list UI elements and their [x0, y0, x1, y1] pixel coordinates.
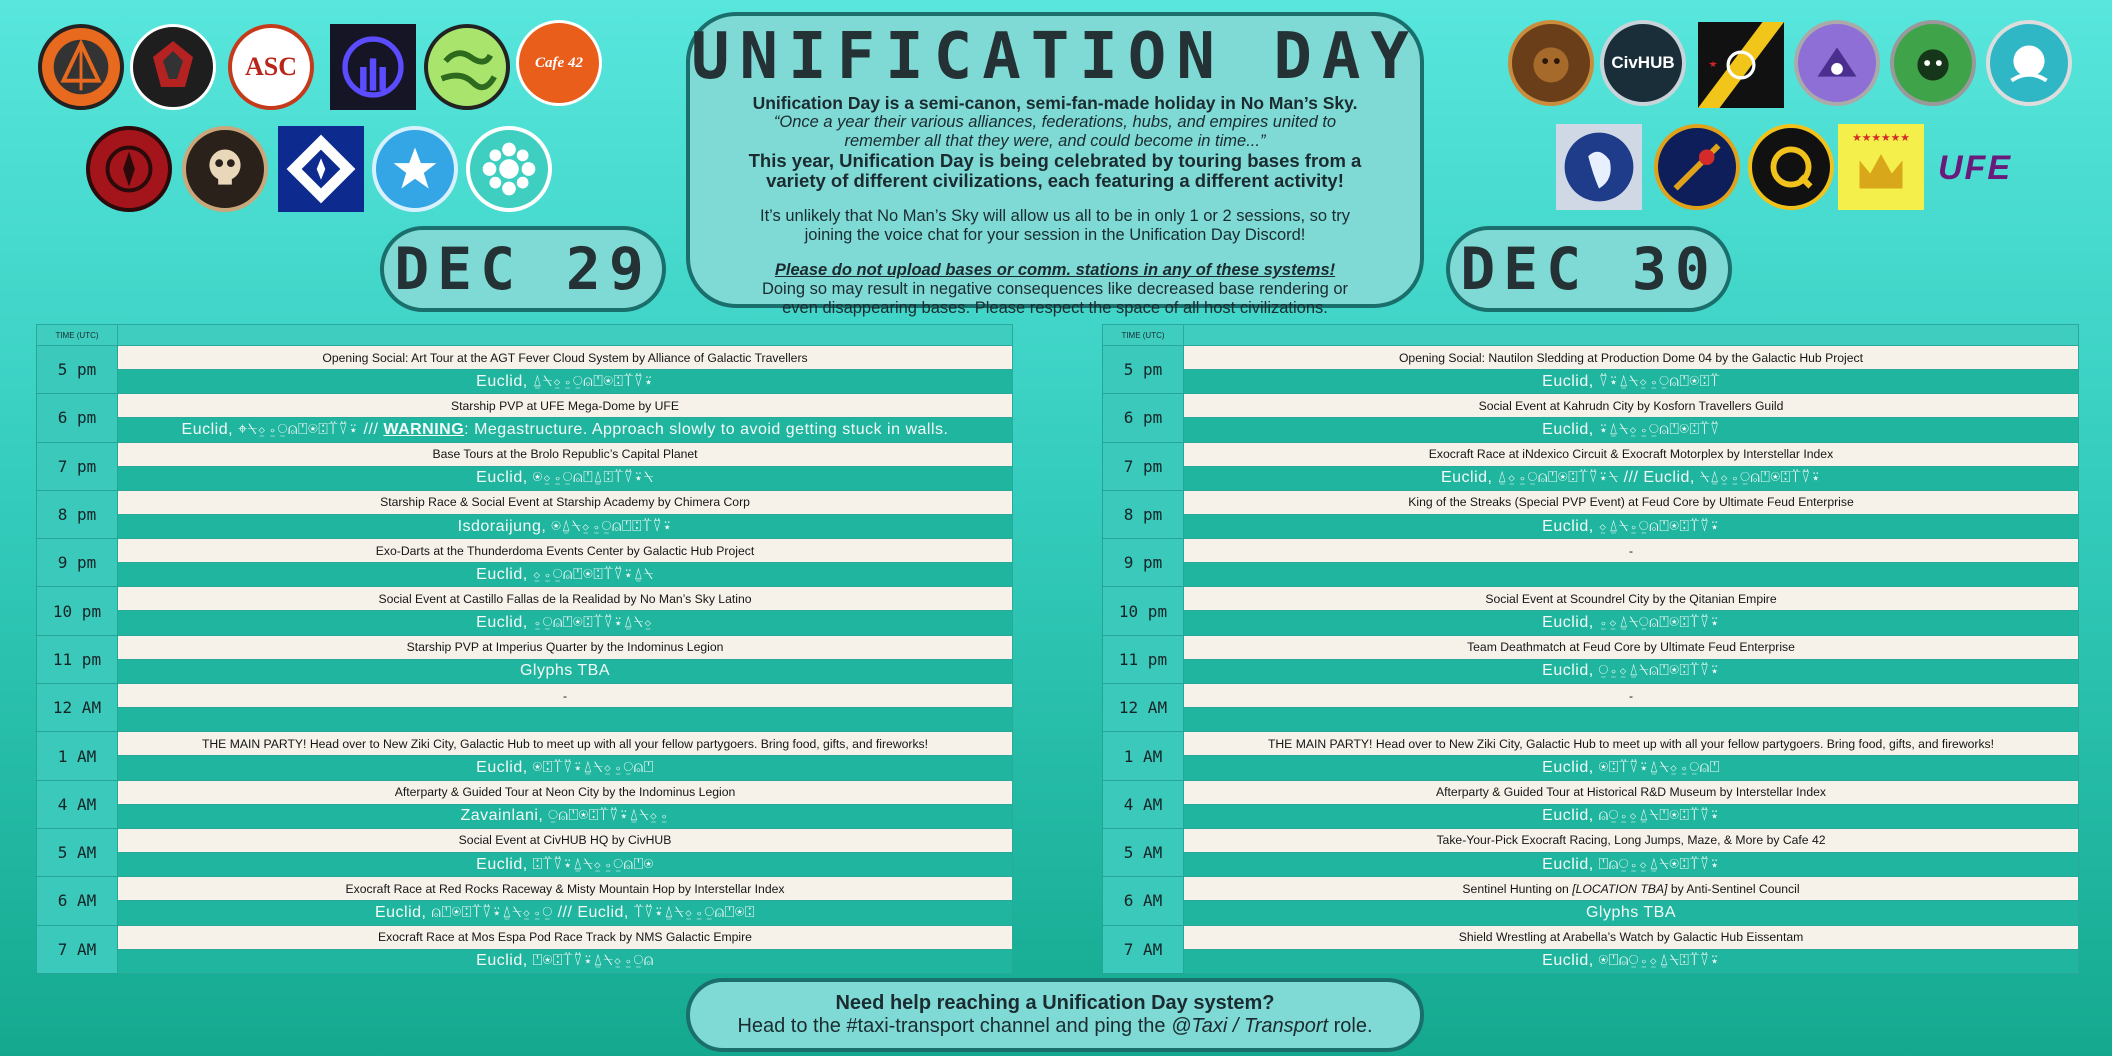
- event-description: Exocraft Race at Mos Espa Pod Race Track by NMS Galactic Empire: [118, 926, 1013, 950]
- agt-logo: [38, 24, 124, 110]
- time-slot: 7 pm: [36, 443, 118, 491]
- event-description: Opening Social: Art Tour at the AGT Fever Cloud System by Alliance of Galactic Travellers: [118, 346, 1013, 370]
- qitanian-logo: [1748, 124, 1834, 210]
- glyph-address: Glyphs TBA: [1184, 901, 2079, 925]
- schedule-header: [1102, 324, 2079, 346]
- event-description: Exocraft Race at iNdexico Circuit & Exocraft Motorplex by Interstellar Index: [1184, 443, 2079, 467]
- amino-hub-logo: [130, 24, 216, 110]
- intro-paragraph-2: joining the voice chat for your session in the Unification Day Discord!: [804, 226, 1306, 244]
- event-description: -: [1184, 539, 2079, 563]
- glyph-address: Euclid, ⍟⍠⍡⍢⍣⍙⍀⍚⍛⍜⍝⍞: [1184, 756, 2079, 780]
- glyph-address: Euclid, ⍙⍚⍛⍜⍝⍞⍟⍠⍡⍢⍣⍀ /// Euclid, ⍀⍙⍚⍛⍜⍝⍞⍟⍠⍡⍢⍣: [1184, 467, 2079, 491]
- event-description: Exo-Darts at the Thunderdoma Events Center by Galactic Hub Project: [118, 539, 1013, 563]
- glyph-address: Euclid, ⍝⍜⍛⍚⍙⍀⍞⍟⍠⍡⍢⍣: [1184, 805, 2079, 829]
- schedule-row: [1102, 539, 2079, 587]
- schedule-row: [36, 877, 1013, 925]
- glyph-address: Isdoraijung, ⍟⍙⍀⍚⍛⍜⍝⍞⍠⍡⍢⍣: [118, 515, 1013, 539]
- event-description: Social Event at CivHUB HQ by CivHUB: [118, 829, 1013, 853]
- time-slot: 5 AM: [1102, 829, 1184, 877]
- blue-city-logo: [330, 24, 416, 110]
- glyph-address: [118, 708, 1013, 732]
- schedule-row: [36, 587, 1013, 635]
- schedule-row: [1102, 491, 2079, 539]
- taxi-role-mention[interactable]: @Taxi / Transport: [1171, 1015, 1329, 1037]
- schedule-row: [1102, 684, 2079, 732]
- event-description: Starship PVP at Imperius Quarter by the Indominus Legion: [118, 636, 1013, 660]
- time-slot: 6 pm: [36, 394, 118, 442]
- glyph-address: [118, 418, 1013, 442]
- white-flower-logo: [466, 126, 552, 212]
- event-description: THE MAIN PARTY! Head over to New Ziki City, Galactic Hub to meet up with all your fellow partygoers. Bring food, gifts, and fireworks!: [118, 732, 1013, 756]
- schedule-row: [1102, 877, 2079, 925]
- green-planet-logo: [424, 24, 510, 110]
- schedule-row: [36, 394, 1013, 442]
- schedule-row: [36, 346, 1013, 394]
- event-description: -: [118, 684, 1013, 708]
- schedule-row: [36, 684, 1013, 732]
- interstellar-index-logo: [1654, 124, 1740, 210]
- schedule-row: [36, 491, 1013, 539]
- svg-text:★★★★★★: ★★★★★★: [1852, 132, 1910, 145]
- compass-flag-logo: [278, 126, 364, 212]
- time-slot: 4 AM: [36, 781, 118, 829]
- event-description: -: [1184, 684, 2079, 708]
- glyph-address: [1184, 563, 2079, 587]
- glyph-address: Euclid, ⍛⍜⍝⍞⍟⍠⍡⍢⍣⍙⍀⍚: [118, 611, 1013, 635]
- schedule-row: [1102, 587, 2079, 635]
- schedule-row: [1102, 636, 2079, 684]
- time-slot: 11 pm: [36, 636, 118, 684]
- event-description: Shield Wrestling at Arabella’s Watch by Galactic Hub Eissentam: [1184, 926, 2079, 950]
- help-panel: [686, 978, 1424, 1052]
- glyph-address: Euclid, ⍟⍚⍛⍜⍝⍞⍙⍠⍡⍢⍣⍀: [118, 467, 1013, 491]
- glyph-address: Euclid, ⍟⍠⍡⍢⍣⍙⍀⍚⍛⍜⍝⍞: [118, 756, 1013, 780]
- ufe-logo-text: UFE: [1938, 148, 2012, 187]
- schedule-row: [1102, 732, 2079, 780]
- indominus-logo: [86, 126, 172, 212]
- warning-detail-2: even disappearing bases. Please respect the space of all host civilizations.: [782, 299, 1328, 317]
- header-fill: [118, 324, 1013, 346]
- schedule-row: [1102, 443, 2079, 491]
- ghp-calypso-logo: [1794, 20, 1880, 106]
- glyph-address: Euclid, ⍞⍟⍠⍡⍢⍣⍙⍀⍚⍛⍜⍝: [118, 950, 1013, 974]
- event-description: [1184, 877, 2079, 901]
- event-description: Starship PVP at UFE Mega-Dome by UFE: [118, 394, 1013, 418]
- time-slot: 1 AM: [1102, 732, 1184, 780]
- schedule-day1: [36, 324, 1013, 974]
- schedule-row: [1102, 346, 2079, 394]
- glyph-text: Euclid, ⌖⍀⍚⍛⍜⍝⍞⍟⍠⍡⍢⍣ ///: [181, 420, 384, 438]
- glyph-address: Euclid, ⍞⍝⍜⍛⍚⍙⍀⍟⍠⍡⍢⍣: [1184, 853, 2079, 877]
- warning-detail-1: Doing so may result in negative consequences like decreased base rendering or: [761, 280, 1349, 298]
- schedule-row: [1102, 926, 2079, 974]
- event-description: King of the Streaks (Special PVP Event) at Feud Core by Ultimate Feud Enterprise: [1184, 491, 2079, 515]
- asc-logo-text: ASC: [244, 52, 297, 81]
- intro-quote-1: “Once a year their various alliances, federations, hubs, and empires united to: [773, 113, 1337, 131]
- time-slot: 12 AM: [36, 684, 118, 732]
- time-slot: 7 AM: [36, 926, 118, 974]
- crown-logo: [1838, 124, 1924, 210]
- ghp-euclid-logo: [1986, 20, 2072, 106]
- time-slot: 12 AM: [1102, 684, 1184, 732]
- schedule-row: [36, 829, 1013, 877]
- event-description: THE MAIN PARTY! Head over to New Ziki City, Galactic Hub to meet up with all your fellow partygoers. Bring food, gifts, and fireworks!: [1184, 732, 2079, 756]
- time-slot: 11 pm: [1102, 636, 1184, 684]
- schedule-row: [36, 732, 1013, 780]
- day2-date: [1446, 226, 1732, 312]
- event-description: Afterparty & Guided Tour at Neon City by the Indominus Legion: [118, 781, 1013, 805]
- skull-logo: [182, 126, 268, 212]
- time-slot: 9 pm: [1102, 539, 1184, 587]
- event-description: Afterparty & Guided Tour at Historical R&D Museum by Interstellar Index: [1184, 781, 2079, 805]
- time-slot: 6 AM: [1102, 877, 1184, 925]
- glyph-address: Euclid, ⍚⍛⍜⍝⍞⍟⍠⍡⍢⍣⍙⍀: [118, 563, 1013, 587]
- day1-date: [380, 226, 666, 312]
- event-text: by Anti-Sentinel Council: [1667, 881, 1800, 896]
- event-description: Social Event at Scoundrel City by the Qitanian Empire: [1184, 587, 2079, 611]
- chimera-corp-logo: [1508, 20, 1594, 106]
- schedule-day2: [1102, 324, 2079, 974]
- glyph-address: Euclid, ⍢⍣⍙⍀⍚⍛⍜⍝⍞⍟⍠⍡: [1184, 370, 2079, 394]
- event-description: Social Event at Kahrudn City by Kosforn Travellers Guild: [1184, 394, 2079, 418]
- schedule-row: [36, 926, 1013, 974]
- intro-line: Unification Day is a semi-canon, semi-fan-made holiday in No Man’s Sky.: [752, 93, 1358, 113]
- schedule-row: [1102, 394, 2079, 442]
- warning-label: WARNING: [383, 420, 465, 438]
- glyph-address: Euclid, ⍙⍀⍚⍛⍜⍝⍞⍟⍠⍡⍢⍣: [118, 370, 1013, 394]
- help-title: Need help reaching a Unification Day system?: [835, 992, 1275, 1014]
- intro-bold-2: variety of different civilizations, each featuring a different activity!: [766, 170, 1344, 191]
- help-text-b: role.: [1328, 1015, 1373, 1037]
- glyph-address: Euclid, ⍠⍡⍢⍣⍙⍀⍚⍛⍜⍝⍞⍟: [118, 853, 1013, 877]
- ufe-logo: [1928, 138, 2022, 198]
- time-slot: 8 pm: [1102, 491, 1184, 539]
- intro-paragraph-1: It’s unlikely that No Man’s Sky will allow us all to be in only 1 or 2 sessions, so try: [760, 207, 1350, 225]
- event-description: Opening Social: Nautilon Sledding at Production Dome 04 by the Galactic Hub Project: [1184, 346, 2079, 370]
- day2-date-label: DEC 30: [1460, 235, 1718, 303]
- time-slot: 5 AM: [36, 829, 118, 877]
- glyph-address: Euclid, ⍝⍞⍟⍠⍡⍢⍣⍙⍀⍚⍛⍜ /// Euclid, ⍡⍢⍣⍙⍀⍚⍛⍜⍝⍞⍟⍠: [118, 901, 1013, 925]
- event-description: Exocraft Race at Red Rocks Raceway & Misty Mountain Hop by Interstellar Index: [118, 877, 1013, 901]
- ghp-eissentam-logo: [1890, 20, 1976, 106]
- time-slot: 6 AM: [36, 877, 118, 925]
- day1-date-label: DEC 29: [394, 235, 652, 303]
- time-column-header: TIME (UTC): [1102, 324, 1184, 346]
- glyph-address: Euclid, ⍟⍞⍝⍜⍛⍚⍙⍀⍠⍡⍢⍣: [1184, 950, 2079, 974]
- page-title: UNIFICATION DAY: [691, 20, 1419, 94]
- upload-warning: Please do not upload bases or comm. stations in any of these systems!: [774, 261, 1336, 279]
- nms-latino-star-logo: [372, 126, 458, 212]
- event-description: Team Deathmatch at Feud Core by Ultimate Feud Enterprise: [1184, 636, 2079, 660]
- civhub-logo: [1600, 20, 1686, 106]
- event-location-tba: [LOCATION TBA]: [1572, 881, 1668, 896]
- time-slot: 5 pm: [1102, 346, 1184, 394]
- event-description: Social Event at Castillo Fallas de la Realidad by No Man’s Sky Latino: [118, 587, 1013, 611]
- time-slot: 7 AM: [1102, 926, 1184, 974]
- schedule-row: [36, 443, 1013, 491]
- asc-logo: [228, 24, 314, 110]
- cafe42-logo: [516, 20, 602, 106]
- glyph-address: Euclid, ⍣⍙⍀⍚⍛⍜⍝⍞⍟⍠⍡⍢: [1184, 418, 2079, 442]
- event-text: Sentinel Hunting on: [1462, 881, 1573, 896]
- time-slot: 10 pm: [36, 587, 118, 635]
- time-slot: 7 pm: [1102, 443, 1184, 491]
- title-panel: [686, 12, 1424, 317]
- civhub-logo-text: CivHUB: [1611, 53, 1675, 72]
- time-slot: 6 pm: [1102, 394, 1184, 442]
- time-slot: 8 pm: [36, 491, 118, 539]
- help-text-a: Head to the #taxi-transport channel and ping the: [737, 1015, 1172, 1037]
- glyph-address: Zavainlani, ⍜⍝⍞⍟⍠⍡⍢⍣⍙⍀⍚⍛: [118, 805, 1013, 829]
- cafe42-logo-text: Cafe 42: [535, 54, 583, 71]
- time-slot: 5 pm: [36, 346, 118, 394]
- nms-latino-logo: [1556, 124, 1642, 210]
- header-fill: [1184, 324, 2079, 346]
- glyph-address: Euclid, ⍛⍚⍙⍀⍜⍝⍞⍟⍠⍡⍢⍣: [1184, 611, 2079, 635]
- schedule-row: [1102, 829, 2079, 877]
- glyph-address: Euclid, ⍚⍙⍀⍛⍜⍝⍞⍟⍠⍡⍢⍣: [1184, 515, 2079, 539]
- intro-quote-2: remember all that they were, and could become in time...”: [844, 132, 1266, 150]
- time-slot: 10 pm: [1102, 587, 1184, 635]
- time-column-header: TIME (UTC): [36, 324, 118, 346]
- help-text: [690, 1015, 1420, 1038]
- striped-flag-logo: [1698, 22, 1784, 108]
- schedule-header: [36, 324, 1013, 346]
- schedule-row: [36, 539, 1013, 587]
- glyph-address: [1184, 708, 2079, 732]
- event-description: Starship Race & Social Event at Starship Academy by Chimera Corp: [118, 491, 1013, 515]
- glyph-text: : Megastructure. Approach slowly to avoid getting stuck in walls.: [464, 420, 949, 438]
- time-slot: 9 pm: [36, 539, 118, 587]
- event-description: Take-Your-Pick Exocraft Racing, Long Jumps, Maze, & More by Cafe 42: [1184, 829, 2079, 853]
- event-description: Base Tours at the Brolo Republic’s Capital Planet: [118, 443, 1013, 467]
- schedule-row: [36, 781, 1013, 829]
- glyph-address: Glyphs TBA: [118, 660, 1013, 684]
- glyph-address: Euclid, ⍜⍛⍚⍙⍀⍝⍞⍟⍠⍡⍢⍣: [1184, 660, 2079, 684]
- schedule-row: [1102, 781, 2079, 829]
- time-slot: 1 AM: [36, 732, 118, 780]
- time-slot: 4 AM: [1102, 781, 1184, 829]
- intro-bold-1: This year, Unification Day is being celebrated by touring bases from a: [748, 150, 1362, 171]
- schedule-row: [36, 636, 1013, 684]
